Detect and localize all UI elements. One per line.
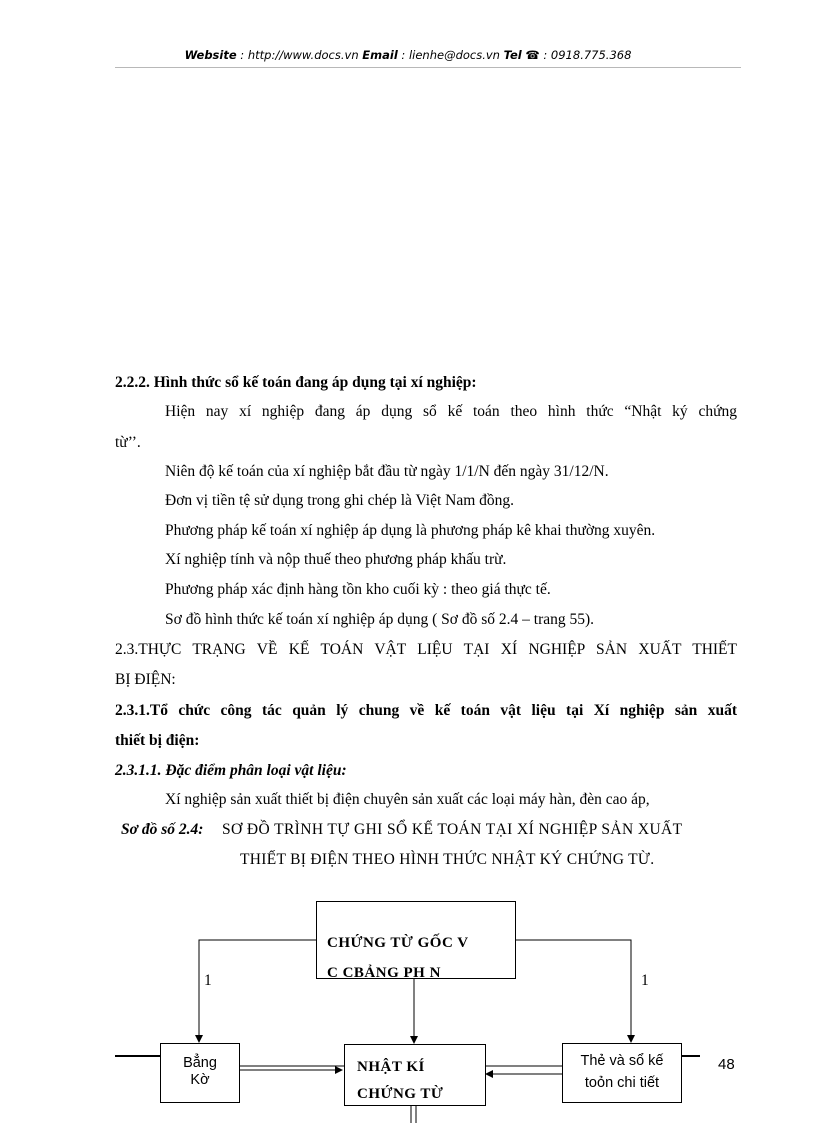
detail-ledger-label: Thẻ và sổ kế	[580, 1053, 664, 1069]
journal-voucher-label-cont: CHỨNG TỪ	[357, 1086, 444, 1102]
source-documents-label: CHỨNG TỪ GỐC V	[327, 935, 469, 951]
page-number: 48	[718, 1056, 735, 1073]
summary-table-box	[160, 1043, 240, 1103]
right-arrow-label: 1	[641, 972, 649, 989]
website-label: Website	[184, 48, 237, 62]
telephone-icon: ☎	[525, 48, 540, 62]
paragraph-line: Hiện nay xí nghiệp đang áp dụng sổ kế toán theo hình thức “Nhật ký chứng	[165, 403, 737, 420]
heading-2-2-2: 2.2.2. Hình thức sổ kế toán đang áp dụng tại xí nghiệp:	[115, 374, 477, 391]
website-link[interactable]: http://www.docs.vn	[247, 48, 359, 62]
heading-2-3-1-cont: thiết bị điện:	[115, 732, 200, 749]
tel-value: 0918.775.368	[550, 48, 632, 62]
diagram-label: Sơ đồ số 2.4:	[121, 821, 204, 838]
arrow-to-left-box	[199, 940, 316, 1042]
paragraph-line: Niên độ kế toán của xí nghiệp bắt đầu từ ngày 1/1/N đến ngày 31/12/N.	[165, 463, 609, 480]
paragraph-line: Xí nghiệp tính và nộp thuế theo phương pháp khấu trừ.	[165, 551, 507, 568]
source-documents-box	[316, 901, 516, 979]
heading-2-3-cont: BỊ ĐIỆN:	[115, 671, 176, 688]
diagram-title: SƠ ĐỒ TRÌNH TỰ GHI SỔ KẾ TOÁN TẠI XÍ NGHIỆP SẢN XUẤT	[222, 821, 683, 838]
detail-ledger-label-cont: toỏn chi tiết	[584, 1075, 660, 1091]
paragraph-line: Xí nghiệp sản xuất thiết bị điện chuyên sản xuất các loại máy hàn, đèn cao áp,	[165, 791, 650, 808]
paragraph-line: Sơ đồ hình thức kế toán xí nghiệp áp dụng ( Sơ đồ số 2.4 – trang 55).	[165, 611, 595, 628]
source-documents-label-cont: C CBẢNG PH N	[327, 965, 441, 979]
diagram-title-cont: THIẾT BỊ ĐIỆN THEO HÌNH THỨC NHẬT KÝ CHỨNG TỪ.	[240, 851, 655, 868]
journal-voucher-label: NHẬT KÍ	[357, 1059, 425, 1075]
paragraph-line: từ’’.	[115, 434, 141, 451]
paragraph-line: Đơn vị tiền tệ sử dụng trong ghi chép là Việt Nam đồng.	[165, 492, 515, 509]
paragraph-line: Phương pháp kế toán xí nghiệp áp dụng là phương pháp kê khai thường xuyên.	[165, 522, 656, 539]
tel-label: Tel	[503, 48, 522, 62]
summary-table-label-cont: Kờ	[190, 1072, 210, 1088]
heading-2-3: 2.3.THỰC TRẠNG VỀ KẾ TOÁN VẬT LIỆU TẠI XÍ NGHIỆP SẢN XUẤT THIẾT	[115, 641, 737, 658]
left-arrow-label: 1	[204, 972, 212, 989]
heading-2-3-1: 2.3.1.Tổ chức công tác quản lý chung về kế toán vật liệu tại Xí nghiệp sản xuất	[115, 702, 737, 719]
email-label: Email	[362, 48, 398, 62]
journal-voucher-box	[344, 1044, 486, 1106]
paragraph-line: Phương pháp xác định hàng tồn kho cuối kỳ : theo giá thực tế.	[165, 581, 551, 598]
summary-table-label: Bẳng	[183, 1055, 217, 1071]
heading-2-3-1-1: 2.3.1.1. Đặc điểm phân loại vật liệu:	[115, 762, 347, 779]
page-header: Website : http://www.docs.vn Email : lienhe@docs.vn Tel ☎ : 0918.775.368	[184, 48, 632, 62]
detail-ledger-box	[562, 1043, 682, 1103]
email-link[interactable]: lienhe@docs.vn	[408, 48, 500, 62]
arrow-to-right-box	[515, 940, 631, 1042]
